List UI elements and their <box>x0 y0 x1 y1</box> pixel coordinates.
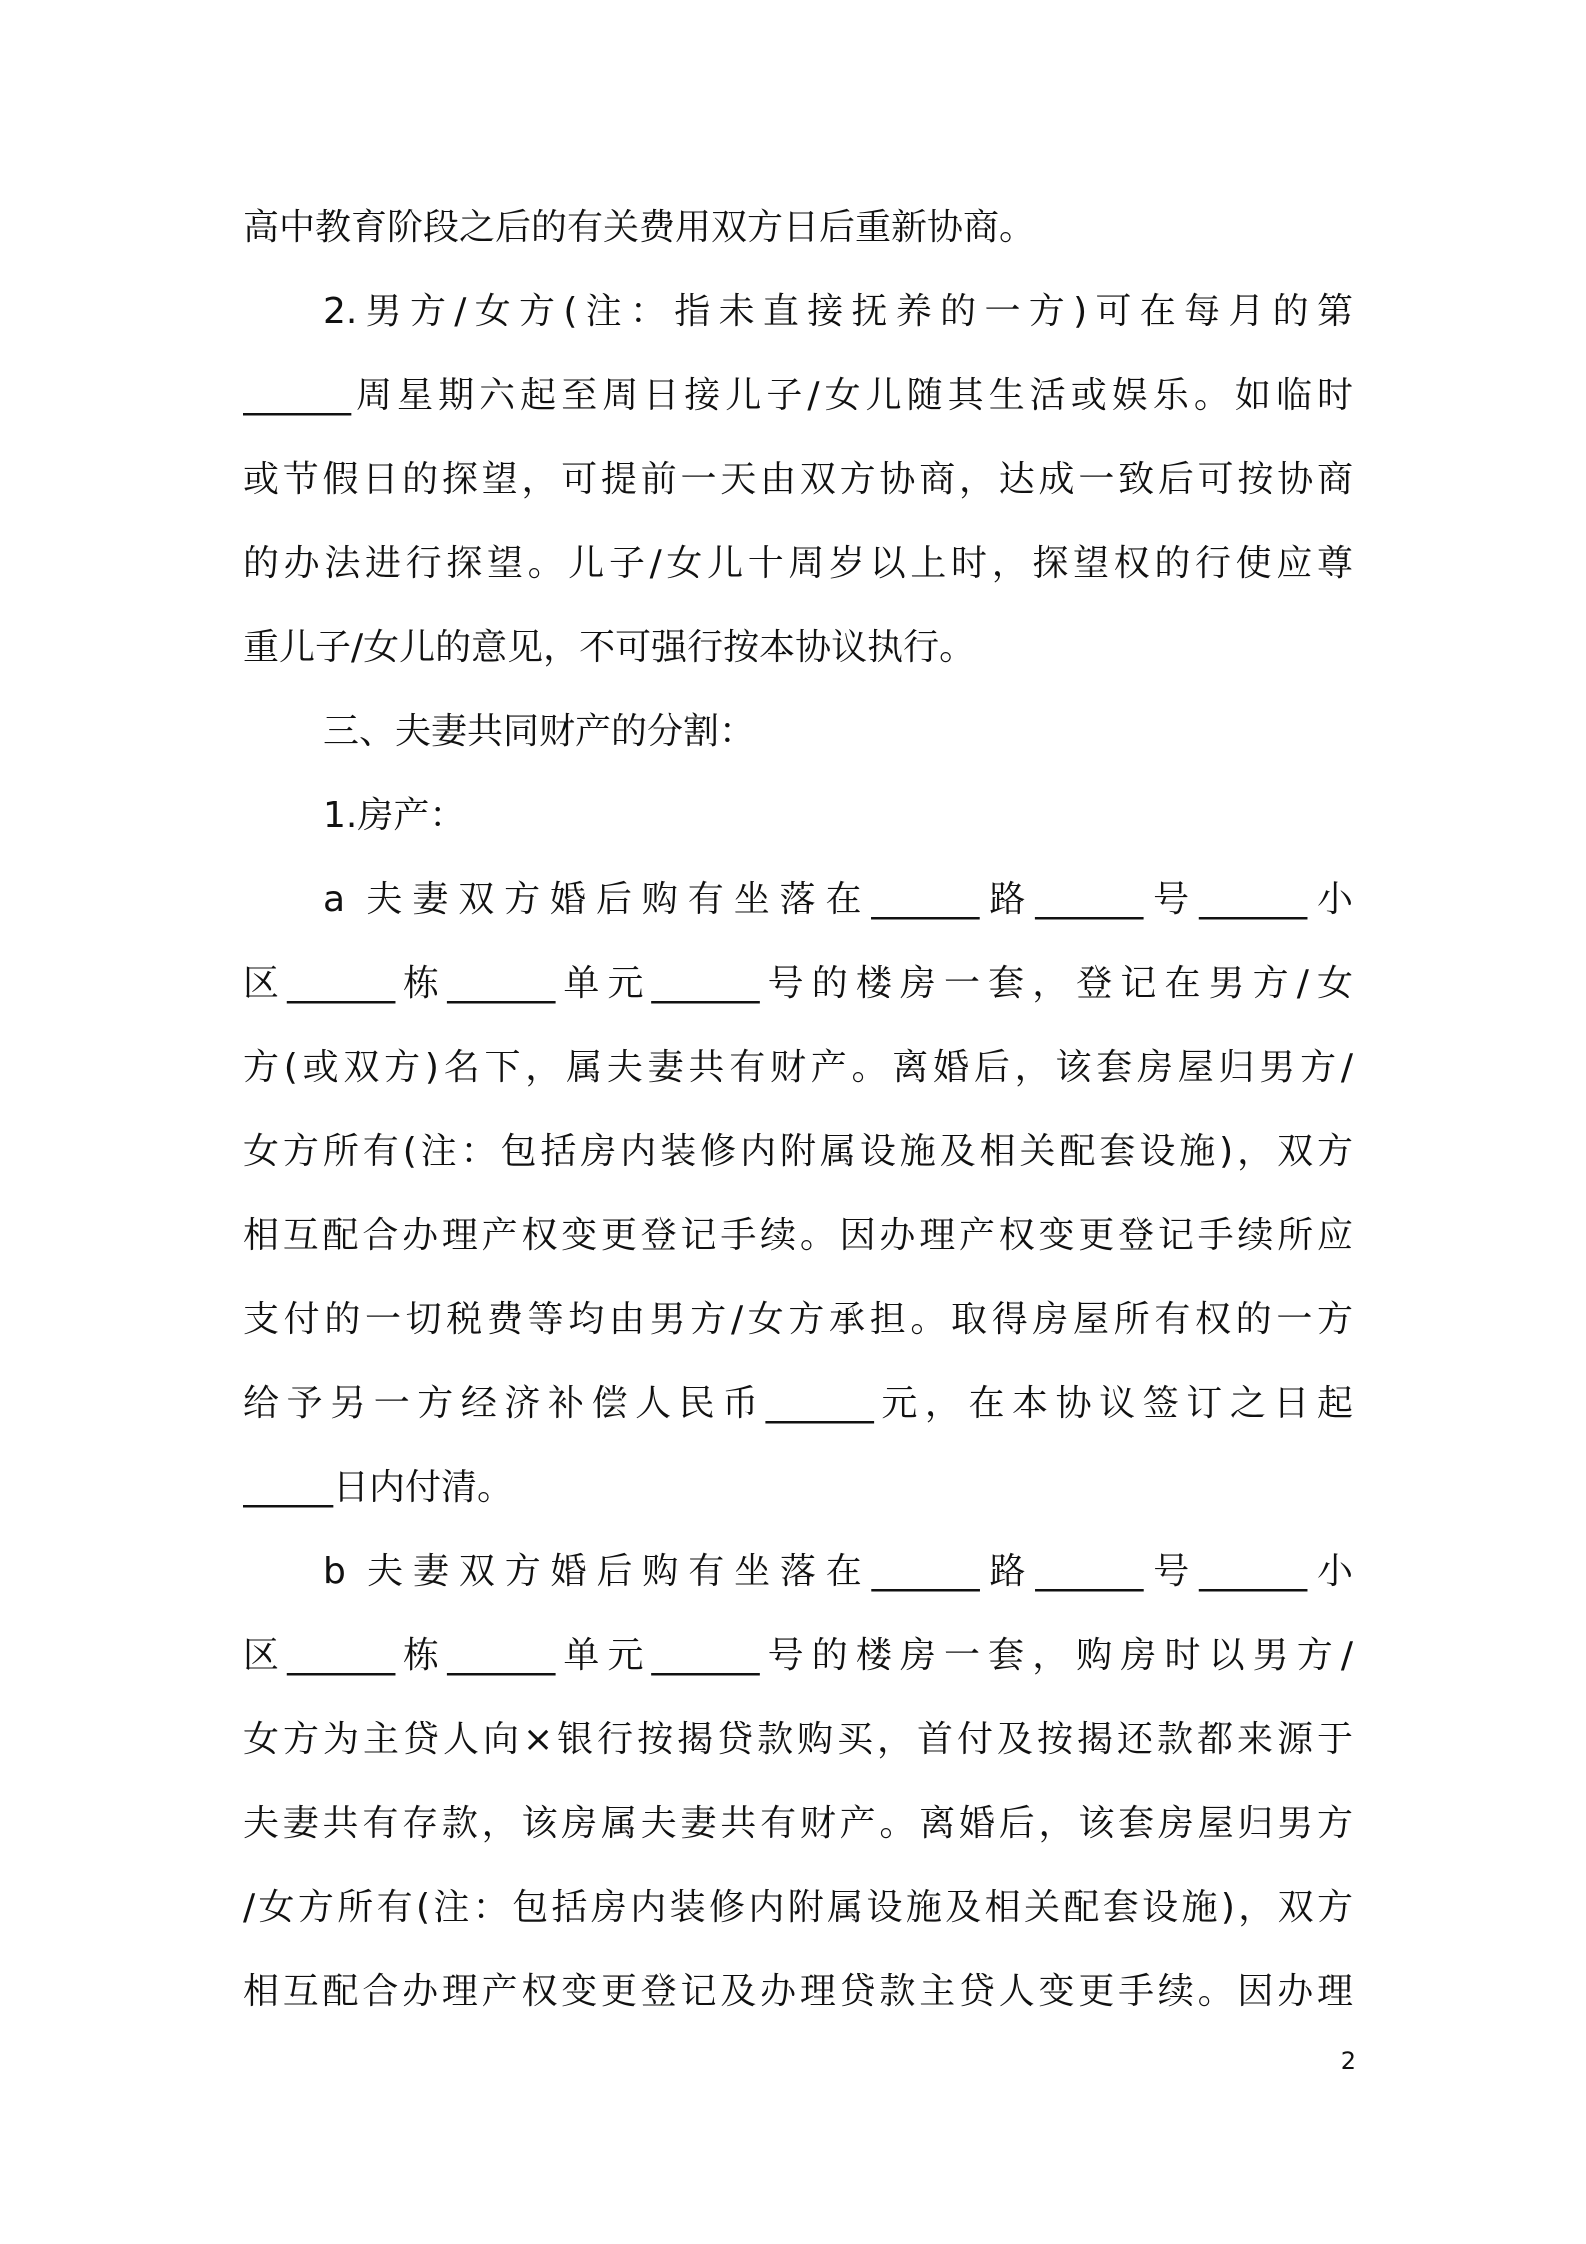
text-line-13: 相互配合办理产权变更登记手续。因办理产权变更登记手续所应 <box>243 1215 1353 1256</box>
text-line-4: 或节假日的探望，可提前一天由双方协商，达成一致后可按协商 <box>243 459 1353 500</box>
text-line-20: 夫妻共有存款，该房属夫妻共有财产。离婚后，该套房屋归男方 <box>243 1803 1353 1844</box>
text-line-9: a 夫妻双方婚后购有坐落在______路______号______小 <box>323 879 1353 920</box>
text-line-21: /女方所有(注：包括房内装修内附属设施及相关配套设施)，双方 <box>243 1887 1353 1928</box>
text-line-6: 重儿子/女儿的意见，不可强行按本协议执行。 <box>243 627 976 668</box>
text-line-5: 的办法进行探望。儿子/女儿十周岁以上时，探望权的行使应尊 <box>243 543 1353 584</box>
page-number: 2 <box>1340 2047 1356 2075</box>
text-line-15: 给予另一方经济补偿人民币______元，在本协议签订之日起 <box>243 1383 1353 1424</box>
text-line-3: ______周星期六起至周日接儿子/女儿随其生活或娱乐。如临时 <box>243 375 1353 416</box>
text-line-14: 支付的一切税费等均由男方/女方承担。取得房屋所有权的一方 <box>243 1299 1353 1340</box>
text-line-10: 区______栋______单元______号的楼房一套，登记在男方/女 <box>243 963 1353 1004</box>
text-line-12: 女方所有(注：包括房内装修内附属设施及相关配套设施)，双方 <box>243 1131 1353 1172</box>
text-line-22: 相互配合办理产权变更登记及办理贷款主贷人变更手续。因办理 <box>243 1971 1353 2012</box>
text-line-11: 方(或双方)名下，属夫妻共有财产。离婚后，该套房屋归男方/ <box>243 1047 1353 1088</box>
text-line-16: _____日内付清。 <box>243 1467 514 1508</box>
text-line-17: b 夫妻双方婚后购有坐落在______路______号______小 <box>323 1551 1353 1592</box>
text-line-1: 高中教育阶段之后的有关费用双方日后重新协商。 <box>243 207 1036 248</box>
section-heading: 三、夫妻共同财产的分割： <box>323 711 756 752</box>
text-line-2: 2.男方/女方(注：指未直接抚养的一方)可在每月的第 <box>323 291 1353 332</box>
text-line-18: 区______栋______单元______号的楼房一套，购房时以男方/ <box>243 1635 1353 1676</box>
text-line-19: 女方为主贷人向×银行按揭贷款购买，首付及按揭还款都来源于 <box>243 1719 1353 1760</box>
subsection-heading: 1.房产： <box>323 795 466 836</box>
